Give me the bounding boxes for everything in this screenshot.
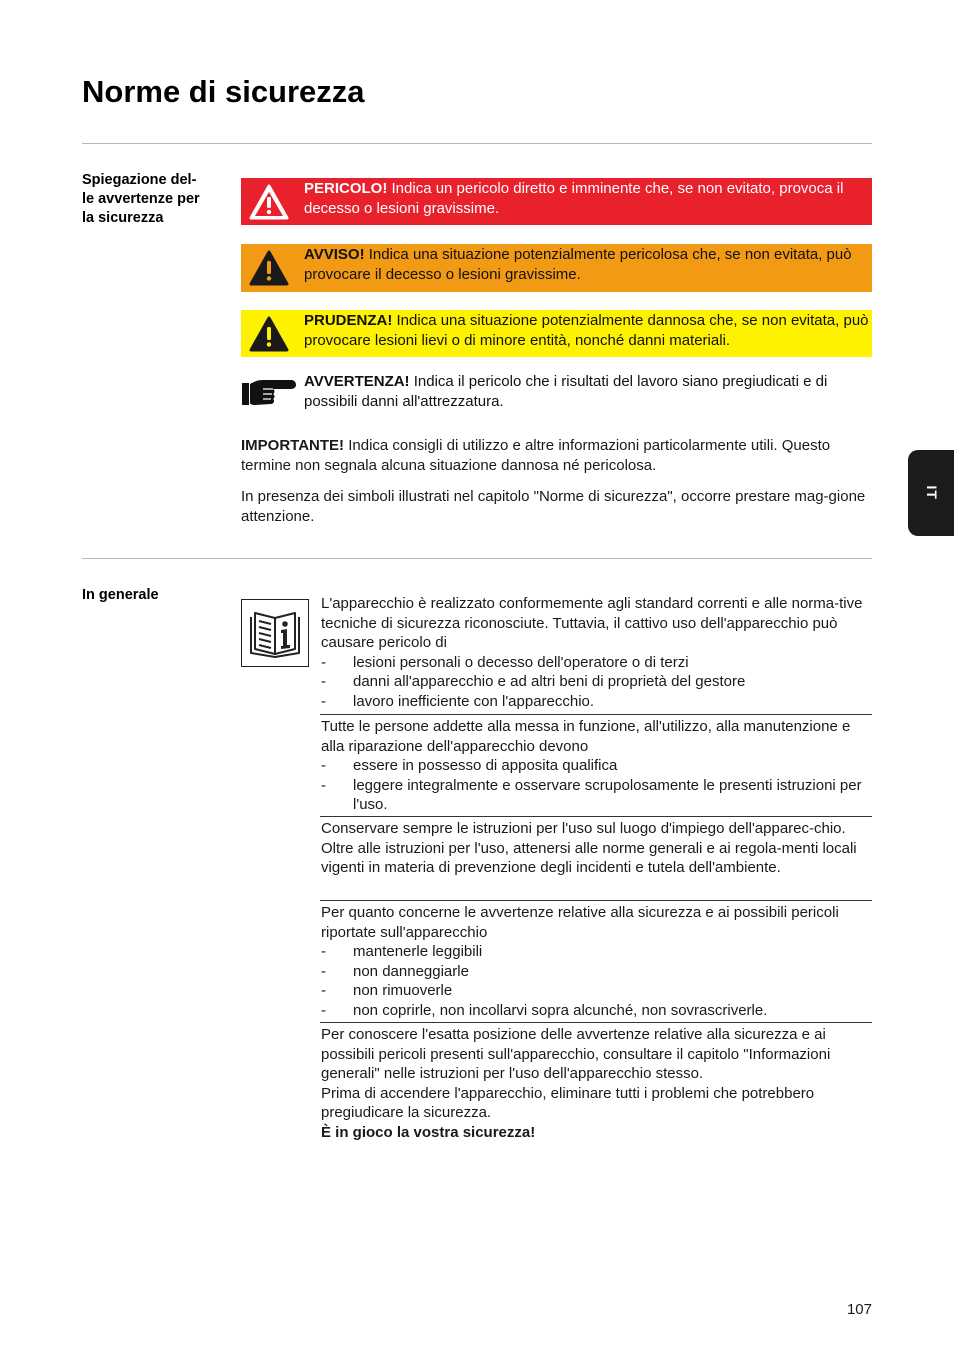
warning-triangle-icon <box>241 244 297 292</box>
warning-triangle-icon <box>241 178 297 225</box>
language-tab-label: IT <box>923 485 940 501</box>
warning-notice <box>241 244 872 292</box>
list-item: - danni all'apparecchio e ad altri beni di proprietà del gestore <box>321 673 746 690</box>
list-item-text: non coprirle, non incollarvi sopra alcunché, non sovrascriverle. <box>353 1001 768 1019</box>
general-block-misuse <box>320 594 872 711</box>
section-label-safety-warnings: Spiegazione del- le avvertenze per la sicurezza <box>82 172 200 226</box>
list-item: - lesioni personali o decesso dell'operatore o di terzi <box>321 653 689 671</box>
danger-keyword: PERICOLO! <box>304 180 388 197</box>
block-intro: L'apparecchio è realizzato conformemente agli standard correnti e alle norma-tive tecniche di sicurezza riconosciute. Tuttavia, il cattivo uso dell'apparecchio può causare pericolo di <box>321 595 863 651</box>
section-label-general: In generale <box>82 587 159 603</box>
read-manual-icon <box>241 599 309 667</box>
danger-text: Indica un pericolo diretto e imminente che, se non evitato, provoca il decesso o lesioni gravissime. <box>304 180 844 217</box>
language-tab <box>908 450 954 536</box>
list-item-text: danni all'apparecchio e ad altri beni di proprietà del gestore <box>353 673 746 690</box>
block-text: Conservare sempre le istruzioni per l'uso sul luogo d'impiego dell'apparec-chio. Oltre alle istruzioni per l'uso, attenersi alle norme generali e ai regola-menti locali vigenti in materia di prevenzione degli incidenti e tutela dell'ambiente. <box>321 820 857 876</box>
block-intro: Tutte le persone addette alla messa in funzione, all'utilizzo, alla manutenzione e alla riparazione dell'apparecchio devono <box>321 718 851 755</box>
list-item: - non rimuoverle <box>321 982 453 999</box>
list-item: - non coprirle, non incollarvi sopra alcunché, non sovrascriverle. <box>321 1001 768 1019</box>
caution-text: Indica una situazione potenzialmente dannosa che, se non evitata, può provocare lesioni lievi o di minore entità, nonché danni materiali. <box>304 312 869 349</box>
list-item-text: lavoro inefficiente con l'apparecchio. <box>353 692 595 710</box>
list-item-text: non danneggiarle <box>353 962 469 980</box>
block-text: Per conoscere l'esatta posizione delle avvertenze relative alla sicurezza e ai possibili pericoli presenti sull'apparecchio, consultare il capitolo "Informazioni generali" nelle istruzioni per l'uso dell'apparecchio stesso. <box>321 1026 831 1082</box>
general-block-instructions <box>320 816 872 878</box>
caution-keyword: PRUDENZA! <box>304 312 393 329</box>
page-number: 107 <box>846 1301 872 1318</box>
list-item-text: essere in possesso di apposita qualifica <box>353 757 618 774</box>
divider <box>82 558 872 559</box>
list-item-text: mantenerle leggibili <box>353 943 483 960</box>
divider <box>82 143 872 144</box>
general-block-position <box>320 1022 872 1142</box>
list-item-text: leggere integralmente e osservare scrupolosamente le presenti istruzioni per l'uso. <box>353 776 862 813</box>
general-block-personnel <box>320 714 872 815</box>
page-title: Norme di sicurezza <box>82 74 365 109</box>
list-item-text: non rimuoverle <box>353 982 453 999</box>
list-item: - leggere integralmente e osservare scrupolosamente le presenti istruzioni per l'uso. <box>321 776 872 815</box>
list-item: - essere in possesso di apposita qualifica <box>321 757 618 774</box>
important-keyword: IMPORTANTE! <box>241 437 345 454</box>
pointing-hand-icon <box>241 371 297 415</box>
safety-emphasis: È in gioco la vostra sicurezza! <box>321 1123 536 1141</box>
important-paragraph <box>241 436 872 475</box>
list-item-text: lesioni personali o decesso dell'operatore o di terzi <box>353 653 689 671</box>
general-block-warning-labels <box>320 900 872 1020</box>
list-item: - non danneggiarle <box>321 962 469 980</box>
caution-notice <box>241 310 872 357</box>
list-item: - lavoro inefficiente con l'apparecchio. <box>321 692 595 710</box>
warning-keyword: AVVISO! <box>304 246 365 263</box>
notice-note <box>241 371 872 415</box>
list-item: - mantenerle leggibili <box>321 943 483 960</box>
attention-paragraph: In presenza dei simboli illustrati nel capitolo "Norme di sicurezza", occorre prestare mag-gione attenzione. <box>241 488 866 525</box>
block-intro: Per quanto concerne le avvertenze relative alla sicurezza e ai possibili pericoli riportate sull'apparecchio <box>321 904 839 941</box>
important-text: Indica consigli di utilizzo e altre informazioni particolarmente utili. Questo termine non segnala alcuna situazione dannosa né pericolosa. <box>241 437 831 474</box>
notice-text: Indica il pericolo che i risultati del lavoro siano pregiudicati e di possibili danni all'attrezzatura. <box>304 373 828 410</box>
block-text: Prima di accendere l'apparecchio, eliminare tutti i problemi che potrebbero pregiudicare la sicurezza. <box>321 1084 815 1121</box>
danger-notice <box>241 178 872 225</box>
warning-text: Indica una situazione potenzialmente pericolosa che, se non evitata, può provocare il decesso o lesioni gravissime. <box>304 246 852 283</box>
notice-keyword: AVVERTENZA! <box>304 373 410 390</box>
warning-triangle-icon <box>241 310 297 357</box>
